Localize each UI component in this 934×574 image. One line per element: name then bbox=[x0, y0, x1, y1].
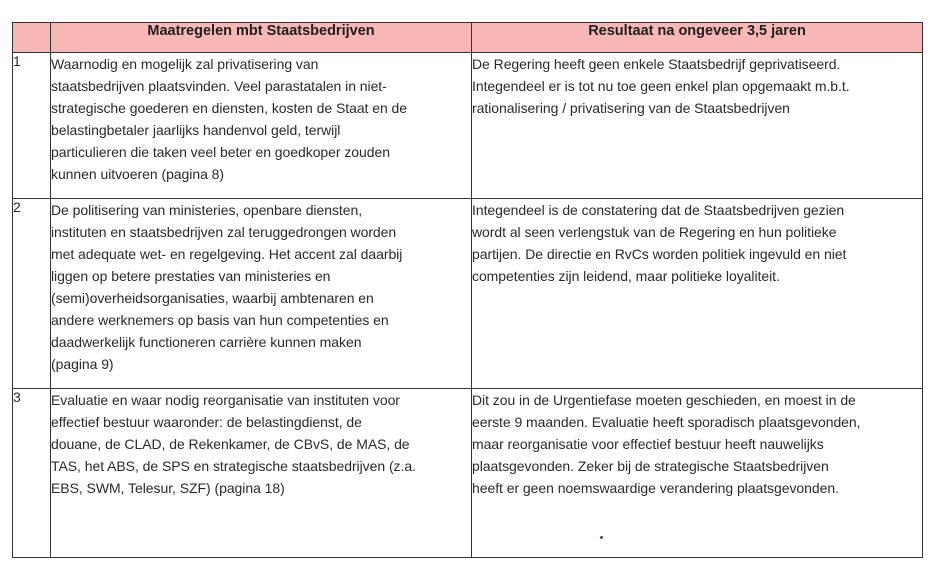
text-line: (semi)overheidsorganisaties, waarbij ambtenaren en bbox=[51, 290, 374, 306]
text-line: instituten en staatsbedrijven zal teruggedrongen worden bbox=[51, 224, 397, 240]
text-line: met adequate wet- en regelgeving. Het accent zal daarbij bbox=[51, 246, 403, 262]
result-cell bbox=[472, 389, 923, 558]
text-line: plaatsgevonden. Zeker bij de strategische Staatsbedrijven bbox=[472, 458, 829, 474]
measures-results-table bbox=[12, 22, 923, 558]
text-line: maar reorganisatie voor effectief bestuur heeft nauwelijks bbox=[472, 436, 824, 452]
text-line: Dit zou in de Urgentiefase moeten geschieden, en moest in de bbox=[472, 392, 856, 408]
result-cell bbox=[472, 53, 923, 199]
table-row bbox=[13, 199, 923, 389]
text-line: De Regering heeft geen enkele Staatsbedrijf geprivatiseerd. bbox=[472, 56, 841, 72]
text-line: andere werknemers op basis van hun competenties en bbox=[51, 312, 389, 328]
text-line: competenties zijn leidend, maar politieke loyaliteit. bbox=[472, 268, 780, 284]
text-line: Evaluatie en waar nodig reorganisatie van instituten voor bbox=[51, 392, 400, 408]
text-line: rationalisering / privatisering van de Staatsbedrijven bbox=[472, 100, 790, 116]
text-line: heeft er geen noemswaardige verandering plaatsgevonden. bbox=[472, 480, 839, 496]
text-line: partijen. De directie en RvCs worden politiek ingevuld en niet bbox=[472, 246, 847, 262]
row-number: 2 bbox=[13, 199, 51, 389]
text-line: effectief bestuur waaronder: de belastingdienst, de bbox=[51, 414, 362, 430]
stray-dot-mark bbox=[600, 536, 603, 539]
measure-cell bbox=[51, 199, 472, 389]
text-line: TAS, het ABS, de SPS en strategische staatsbedrijven (z.a. bbox=[51, 458, 416, 474]
text-line: daadwerkelijk functioneren carrière kunnen maken bbox=[51, 334, 362, 350]
text-line: douane, de CLAD, de Rekenkamer, de CBvS, de MAS, de bbox=[51, 436, 410, 452]
table-row bbox=[13, 53, 923, 199]
text-line: (pagina 9) bbox=[51, 356, 114, 372]
result-cell bbox=[472, 199, 923, 389]
text-line: eerste 9 maanden. Evaluatie heeft sporadisch plaatsgevonden, bbox=[472, 414, 861, 430]
text-line: strategische goederen en diensten, kosten de Staat en de bbox=[51, 100, 408, 116]
text-line: staatsbedrijven plaatsvinden. Veel parastatalen in niet- bbox=[51, 78, 387, 94]
text-line: EBS, SWM, Telesur, SZF) (pagina 18) bbox=[51, 480, 285, 496]
text-line: belastingbetaler jaarlijks handenvol geld, terwijl bbox=[51, 122, 341, 138]
table-header-row bbox=[13, 23, 923, 53]
text-line: Integendeel is de constatering dat de Staatsbedrijven gezien bbox=[472, 202, 845, 218]
header-number bbox=[13, 23, 51, 53]
measure-cell bbox=[51, 53, 472, 199]
text-line: liggen op betere prestaties van ministeries en bbox=[51, 268, 331, 284]
text-line: kunnen uitvoeren (pagina 8) bbox=[51, 166, 224, 182]
measure-cell bbox=[51, 389, 472, 558]
header-measures: Maatregelen mbt Staatsbedrijven bbox=[51, 23, 472, 53]
text-line: wordt al seen verlengstuk van de Regering en hun politieke bbox=[472, 224, 837, 240]
text-line: De politisering van ministeries, openbare diensten, bbox=[51, 202, 363, 218]
text-line: Waarnodig en mogelijk zal privatisering van bbox=[51, 56, 319, 72]
row-number: 3 bbox=[13, 389, 51, 558]
header-result: Resultaat na ongeveer 3,5 jaren bbox=[472, 23, 923, 53]
table-row bbox=[13, 389, 923, 558]
text-line: Integendeel er is tot nu toe geen enkel plan opgemaakt m.b.t. bbox=[472, 78, 850, 94]
text-line: particulieren die taken veel beter en goedkoper zouden bbox=[51, 144, 390, 160]
row-number: 1 bbox=[13, 53, 51, 199]
